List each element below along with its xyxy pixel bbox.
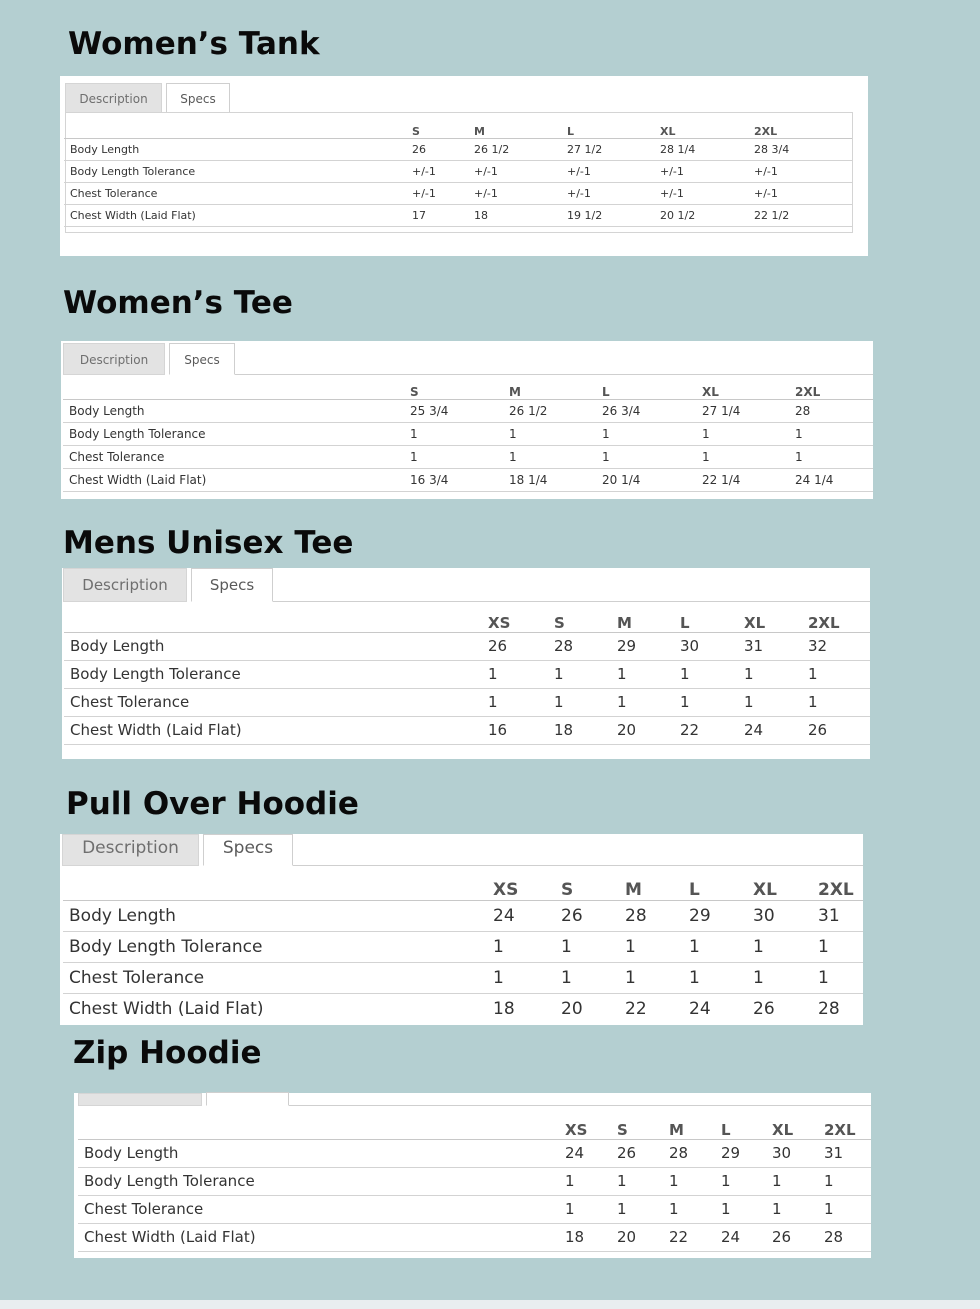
size-header: XS	[482, 610, 548, 632]
table-row	[78, 1223, 871, 1251]
cell-value: 27 1/2	[561, 138, 654, 160]
tab-description-clipped[interactable]	[78, 1093, 202, 1106]
table-row	[63, 931, 863, 962]
cell-value: 1	[674, 660, 738, 688]
size-header-row	[63, 876, 863, 900]
cell-value: 1	[404, 422, 503, 445]
size-header: XS	[487, 876, 555, 900]
size-header: 2XL	[818, 1117, 871, 1139]
table-row	[63, 468, 873, 491]
tab-divider	[293, 865, 863, 866]
size-header-blank	[78, 1117, 559, 1139]
size-header: L	[683, 876, 747, 900]
size-header: S	[548, 610, 611, 632]
cell-value: 1	[487, 962, 555, 993]
size-header: M	[663, 1117, 715, 1139]
size-header: 2XL	[802, 610, 870, 632]
table-row	[64, 204, 852, 226]
spec-table	[63, 379, 873, 492]
cell-value: 26	[611, 1139, 663, 1167]
row-label: Body Length	[78, 1139, 559, 1167]
row-label: Body Length Tolerance	[78, 1167, 559, 1195]
row-label: Body Length Tolerance	[63, 422, 404, 445]
size-header: 2XL	[812, 876, 863, 900]
section-title-mens-unisex-tee: Mens Unisex Tee	[63, 525, 354, 561]
table-row	[64, 660, 870, 688]
cell-value: 20	[561, 998, 583, 1019]
size-header-blank	[64, 120, 406, 138]
cell-value: 1	[766, 1167, 818, 1195]
cell-value: 1	[683, 931, 747, 962]
table-row	[64, 716, 870, 744]
size-header: L	[674, 610, 738, 632]
cell-value: 30	[674, 632, 738, 660]
size-header: XS	[559, 1117, 611, 1139]
size-header: L	[561, 120, 654, 138]
spec-panel-pull-over-hoodie	[60, 834, 863, 1025]
cell-value: 29	[715, 1139, 766, 1167]
cell-value: 20	[611, 1223, 663, 1251]
cell-value: 24	[738, 716, 802, 744]
row-label: Body Length	[63, 399, 404, 422]
size-header: XL	[766, 1117, 818, 1139]
table-row	[63, 962, 863, 993]
size-header: L	[596, 379, 696, 399]
cell-value: 18	[559, 1223, 611, 1251]
cell-value: 22 1/2	[748, 204, 852, 226]
table-row	[78, 1167, 871, 1195]
table-row	[63, 993, 863, 1024]
cell-value: 1	[715, 1195, 766, 1223]
row-label: Chest Width (Laid Flat)	[78, 1223, 559, 1251]
row-label: Body Length	[63, 900, 487, 931]
cell-value: 18	[468, 204, 561, 226]
cell-value: 18	[548, 716, 611, 744]
cell-value: 1	[738, 688, 802, 716]
cell-value: 22 1/4	[696, 468, 789, 491]
cell-value: 19 1/2	[561, 204, 654, 226]
cell-value: 1	[747, 931, 812, 962]
cell-value: +/-1	[468, 182, 561, 204]
cell-value: 29	[683, 900, 747, 931]
size-header-blank	[64, 610, 482, 632]
spec-table	[64, 120, 852, 227]
row-label: Chest Width (Laid Flat)	[63, 468, 404, 491]
cell-value: +/-1	[406, 182, 468, 204]
cell-value: 20 1/4	[596, 468, 696, 491]
table-row	[78, 1195, 871, 1223]
cell-value: 1	[611, 660, 674, 688]
row-label: Chest Tolerance	[78, 1195, 559, 1223]
cell-value: 17	[406, 204, 468, 226]
cell-value: 1	[548, 688, 611, 716]
cell-value: 1	[663, 1167, 715, 1195]
row-label: Chest Width (Laid Flat)	[64, 716, 482, 744]
row-label: Chest Width (Laid Flat)	[64, 204, 406, 226]
cell-value: 1	[548, 660, 611, 688]
cell-value: 1	[802, 688, 870, 716]
cell-value: 1	[487, 931, 555, 962]
table-row	[63, 900, 863, 931]
size-header-blank	[63, 876, 487, 900]
cell-value: 16	[482, 716, 548, 744]
row-label: Body Length Tolerance	[64, 160, 406, 182]
section-title-womens-tee: Women’s Tee	[63, 285, 293, 321]
cell-value: 1	[559, 1195, 611, 1223]
cell-value: 1	[611, 1195, 663, 1223]
row-label: Body Length	[64, 138, 406, 160]
cell-value: +/-1	[406, 160, 468, 182]
size-header-row	[64, 610, 870, 632]
cell-value: 31	[738, 632, 802, 660]
cell-value: 1	[683, 962, 747, 993]
cell-value: 30	[766, 1139, 818, 1167]
cell-value: 26	[555, 900, 619, 931]
cell-value: 26 1/2	[503, 399, 596, 422]
table-row	[63, 399, 873, 422]
row-label: Body Length Tolerance	[64, 660, 482, 688]
size-header: S	[611, 1117, 663, 1139]
cell-value: 1	[596, 422, 696, 445]
cell-value: 26	[482, 632, 548, 660]
spec-panel-mens-unisex-tee	[62, 568, 870, 759]
table-row	[64, 182, 852, 204]
table-row	[63, 445, 873, 468]
cell-value: 24	[689, 998, 711, 1019]
tab-specs[interactable]: Specs	[203, 834, 293, 866]
section-title-zip-hoodie: Zip Hoodie	[73, 1035, 262, 1071]
cell-value: 24 1/4	[789, 468, 873, 491]
row-label: Chest Tolerance	[64, 182, 406, 204]
cell-value: 1	[818, 1195, 871, 1223]
cell-value: 1	[559, 1167, 611, 1195]
cell-value: 1	[482, 660, 548, 688]
cell-value: 28	[789, 399, 873, 422]
cell-value: +/-1	[561, 160, 654, 182]
row-label: Body Length Tolerance	[63, 931, 487, 962]
cell-value: 1	[503, 422, 596, 445]
cell-value: 1	[555, 931, 619, 962]
cell-value: 1	[766, 1195, 818, 1223]
tab-description[interactable]: Description	[63, 568, 187, 602]
cell-value: 32	[802, 632, 870, 660]
row-label: Body Length	[64, 632, 482, 660]
cell-value: 27 1/4	[696, 399, 789, 422]
cell-value: 26	[753, 998, 775, 1019]
spec-panel-womens-tank	[60, 76, 868, 256]
cell-value: 16 3/4	[404, 468, 503, 491]
spec-table	[78, 1117, 871, 1252]
row-label: Chest Tolerance	[64, 688, 482, 716]
cell-value: 24	[487, 900, 555, 931]
table-row	[78, 1139, 871, 1167]
cell-value: 1	[611, 1167, 663, 1195]
cell-value: 1	[802, 660, 870, 688]
cell-value: 1	[619, 931, 683, 962]
cell-value: 1	[674, 688, 738, 716]
cell-value: 24	[715, 1223, 766, 1251]
cell-value: 22	[674, 716, 738, 744]
tab-description[interactable]: Description	[63, 343, 165, 375]
cell-value: 1	[619, 962, 683, 993]
tab-specs[interactable]: Specs	[191, 568, 273, 602]
cell-value: 1	[812, 931, 863, 962]
size-header: S	[406, 120, 468, 138]
cell-value: 1	[696, 445, 789, 468]
size-header: XL	[654, 120, 748, 138]
cell-value: 22	[663, 1223, 715, 1251]
size-header: M	[619, 876, 683, 900]
cell-value: 20 1/2	[654, 204, 748, 226]
section-title-womens-tank: Women’s Tank	[68, 26, 320, 62]
cell-value: 31	[812, 900, 863, 931]
tab-specs-clipped[interactable]	[206, 1092, 289, 1106]
cell-value: 1	[818, 1167, 871, 1195]
cell-value: +/-1	[748, 182, 852, 204]
tab-divider	[273, 601, 870, 602]
size-header: M	[503, 379, 596, 399]
cell-value: 18 1/4	[503, 468, 596, 491]
size-header: S	[555, 876, 619, 900]
cell-value: 1	[747, 962, 812, 993]
row-label: Chest Width (Laid Flat)	[69, 998, 264, 1019]
table-row	[64, 632, 870, 660]
cell-value: 28 3/4	[748, 138, 852, 160]
spec-panel-womens-tee	[61, 341, 873, 499]
table-row	[64, 688, 870, 716]
spec-table	[64, 610, 870, 745]
cell-value: 29	[611, 632, 674, 660]
cell-value: 1	[696, 422, 789, 445]
spec-panel-zip-hoodie	[74, 1093, 871, 1258]
bottom-strip	[0, 1300, 980, 1309]
size-header: 2XL	[789, 379, 873, 399]
tab-description[interactable]: Description	[62, 834, 199, 866]
cell-value: 1	[789, 445, 873, 468]
tab-divider	[235, 374, 873, 375]
cell-value: 1	[789, 422, 873, 445]
cell-value: 28	[548, 632, 611, 660]
cell-value: +/-1	[748, 160, 852, 182]
size-header-blank	[63, 379, 404, 399]
size-header-row	[78, 1117, 871, 1139]
cell-value: 1	[404, 445, 503, 468]
tab-divider	[289, 1105, 871, 1106]
tab-specs[interactable]: Specs	[169, 343, 235, 375]
size-header: XL	[738, 610, 802, 632]
size-header: S	[404, 379, 503, 399]
section-title-pull-over-hoodie: Pull Over Hoodie	[66, 786, 359, 822]
cell-value: 18	[493, 998, 515, 1019]
cell-value: 1	[663, 1195, 715, 1223]
size-header-row	[64, 120, 852, 138]
cell-value: 22	[625, 998, 647, 1019]
cell-value: 1	[482, 688, 548, 716]
cell-value: 1	[812, 962, 863, 993]
cell-value: +/-1	[468, 160, 561, 182]
tab-description[interactable]: Description	[65, 83, 162, 113]
size-header: L	[715, 1117, 766, 1139]
cell-value: 26	[766, 1223, 818, 1251]
cell-value: +/-1	[654, 182, 748, 204]
cell-value: 31	[818, 1139, 871, 1167]
row-label: Chest Tolerance	[63, 962, 487, 993]
table-row	[64, 160, 852, 182]
size-header-row	[63, 379, 873, 399]
cell-value: +/-1	[561, 182, 654, 204]
cell-value: 28	[818, 1223, 871, 1251]
cell-value: +/-1	[654, 160, 748, 182]
cell-value: 1	[611, 688, 674, 716]
cell-value: 26	[802, 716, 870, 744]
cell-value: 1	[596, 445, 696, 468]
table-row	[64, 138, 852, 160]
cell-value: 28	[663, 1139, 715, 1167]
tab-specs[interactable]: Specs	[166, 83, 230, 113]
row-label: Chest Tolerance	[63, 445, 404, 468]
cell-value: 28	[818, 998, 840, 1019]
size-header: M	[468, 120, 561, 138]
cell-value: 28 1/4	[654, 138, 748, 160]
cell-value: 24	[559, 1139, 611, 1167]
size-header: XL	[696, 379, 789, 399]
size-header: XL	[747, 876, 812, 900]
table-row	[63, 422, 873, 445]
spec-table	[63, 876, 863, 1024]
cell-value: 1	[715, 1167, 766, 1195]
cell-value: 26 3/4	[596, 399, 696, 422]
cell-value: 30	[747, 900, 812, 931]
cell-value: 25 3/4	[404, 399, 503, 422]
cell-value: 1	[503, 445, 596, 468]
size-header: 2XL	[748, 120, 852, 138]
cell-value: 1	[738, 660, 802, 688]
cell-value: 28	[619, 900, 683, 931]
cell-value: 1	[555, 962, 619, 993]
cell-value: 26	[406, 138, 468, 160]
cell-value: 26 1/2	[468, 138, 561, 160]
size-header: M	[611, 610, 674, 632]
cell-value: 20	[611, 716, 674, 744]
